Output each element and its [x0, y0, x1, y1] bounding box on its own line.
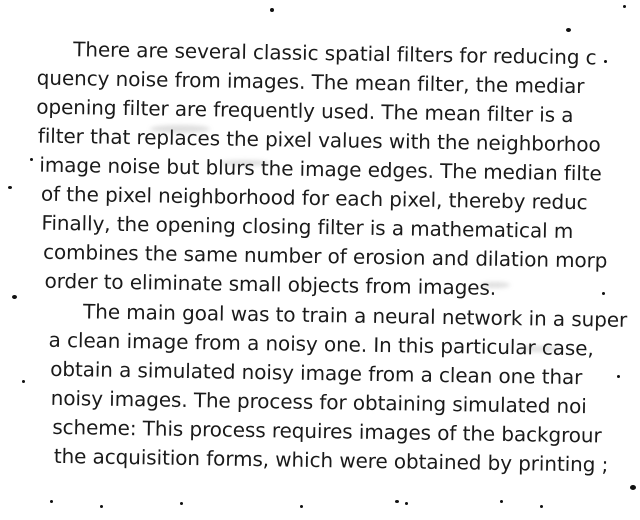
noise-speck [630, 485, 636, 490]
text-line: combines the same number of erosion and dilation morp [42, 239, 608, 273]
text-line: noisy images. The process for obtaining simulated noi [50, 385, 587, 419]
text-line: There are several classic spatial filters for reducing c [73, 37, 597, 70]
smudge [150, 125, 210, 133]
noise-speck [300, 505, 303, 508]
noise-speck [8, 186, 12, 189]
text-line: the acquisition forms, which were obtained by printing ; [53, 443, 609, 477]
text-line: Finally, the opening closing filter is a mathematical m [41, 210, 574, 244]
noise-speck [623, 5, 626, 8]
noise-speck [617, 375, 620, 378]
noise-speck [100, 505, 103, 508]
noise-speck [566, 28, 571, 32]
text-line: The main goal was to train a neural network in a super [82, 299, 628, 332]
noise-speck [180, 502, 183, 505]
text-line: obtain a simulated noisy image from a clean one thar [50, 356, 583, 390]
noise-speck [22, 380, 25, 383]
text-line: opening filter are frequently used. The mean filter is a [36, 94, 574, 128]
text-line: scheme: This process requires images of the backgrour [52, 414, 602, 448]
text-line: a clean image from a noisy one. In this particular case, [48, 327, 594, 361]
noise-speck [30, 158, 33, 161]
text-line: order to eliminate small objects from images. [44, 268, 497, 300]
noise-speck [500, 500, 503, 503]
noise-speck [12, 295, 17, 299]
text-line: of the pixel neighborhood for each pixel, thereby reduc [40, 181, 588, 215]
noise-speck [405, 502, 408, 505]
text-line: filter that replaces the pixel values with the neighborhoo [37, 123, 601, 157]
noise-speck [395, 500, 399, 503]
noise-speck [602, 292, 605, 295]
noise-speck [604, 60, 607, 63]
smudge [520, 346, 560, 352]
noise-speck [50, 500, 53, 503]
noise-speck [270, 8, 274, 12]
smudge [220, 160, 270, 166]
text-line: image noise but blurs the image edges. The median filte [39, 152, 602, 186]
smudge [480, 282, 510, 288]
text-line: quency noise from images. The mean filter, the mediar [36, 65, 585, 99]
noise-speck [540, 505, 543, 508]
